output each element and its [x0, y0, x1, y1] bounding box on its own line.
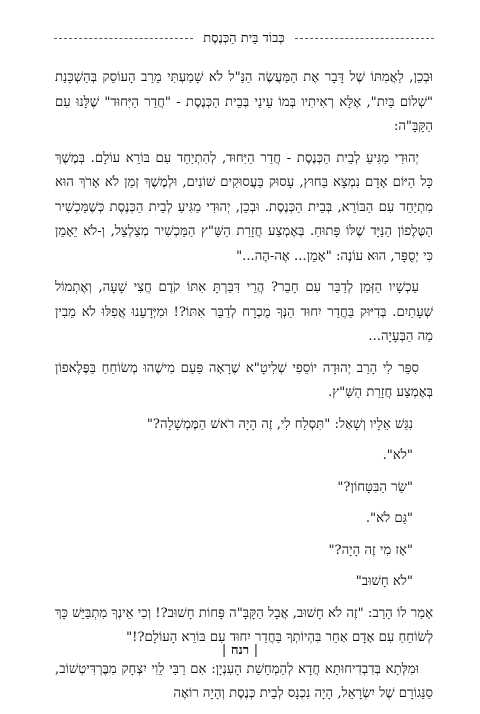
paragraph: יְהוּדִי מַגִּיעַ לְבֵית הַכְּנֶסֶת - חֲדַר הַיִּחוּד, לְהִתְיַחֵד עִם בּוֹרֵא עוֹלָם. בְּמֶשֶׁךְ כָּל הַיּוֹם אָדָם נִמְצָא בַּחוּץ, עָסוּק בַּעֲסוּקִים שׁוֹנִים, וּלְמֶשֶׁךְ זְמַן לֹא אָרֹךְ הוּא מִתְיַחֵד עִם הַבּוֹרֵא, בְּבֵית הַכְּנֶסֶת. וּבְכֵן, יְהוּדִי מַגִּיעַ לְבֵית הַכְּנֶסֶת כְּשֶׁמַּכְשִׁיר הַטֶּלֶפוֹן הַנַּיָּד שֶׁלּוֹ פָּתוּחַ. בְּאֶמְצַע חֲזָרַת הַשַּׁ"ץ הַמַּכְשִׁיר מְצַלְצֵל, וְ-לֹא יֵאָמֵן כִּי יְסֻפָּר, הוּא עוֹנֶה: "אָמֵן... אֶה-הֶה..."	[55, 150, 433, 264]
paragraph: סִפֵּר לִי הָרַב יְהוּדָה יוֹסֵפִי שְׁלִיטָ"א שֶׁרָאָה פַּעַם מִישֶׁהוּ מְשׂוֹחֵחַ בַּפֶּלֶאפוֹן בְּאֶמְצַע חֲזָרַת הַשַּׁ"ץ.	[55, 360, 433, 400]
footer-bar-left: |	[221, 643, 227, 658]
paragraph: וּמִלְּתָא בְּדִבְדִיחוּתָא חֲדָא לְהַמְחָשַׁת הָעִנְיָן: אִם רַבִּי לֵוִי יִצְחָק מִבֶּרְדִּיטְשׁוֹב, סַנֵּגוֹרָם שֶׁל יִשְׂרָאֵל, הָיָה נִכְנָס לְבֵית כְּנֶסֶת וְהָיָה רוֹאֶה	[55, 661, 433, 701]
dialogue-line: "לֹא".	[382, 448, 413, 463]
running-header-title: כְּבוֹד בֵּית הַכְּנֶסֶת	[203, 31, 285, 46]
dialogue-line: "גַּם לֹא".	[365, 511, 413, 526]
paragraph: וּבְכֵן, לַאֲמִתּוֹ שֶׁל דָּבָר אֶת הַמַּעֲשֶׂה הַנַּ"ל לֹא שָׁמַעְתִּי מֵרַב הָעוֹסֵק בְּהַשְׁכָּנַת "שְׁלוֹם בַּיִת", אֶלָּא רְאִיתִיו בְּמוֹ עֵינַי בְּבֵית הַכְּנֶסֶת - "חֲדַר הַיִּחוּד" שֶׁלָּנוּ עִם הַקָּבָּ"ה:	[55, 70, 433, 134]
dialogue-line: "לֹא חָשׁוּב"	[355, 574, 413, 589]
page-body	[55, 66, 433, 714]
header-divider-left	[54, 38, 193, 39]
dialogue-intro: נִגַּשׁ אֵלָיו וְשָׁאַל: "תִּסְלַח לִי, זֶה הָיָה רֹאשׁ הַמֶּמְשָׁלָה?"	[146, 416, 413, 432]
paragraph: עַכְשָׁיו הַזְּמַן לְדַבֵּר עִם חָבֵר? הֲרֵי דִּבַּרְתָּ אִתּוֹ קֹדֶם חֲצִי שָׁעָה, וְאֶתְמוֹל שְׁעָתַיִם. בְּדִיּוּק בַּחֲדַר יִחוּד הַנְּךָ מֻכְרָח לְדַבֵּר אִתּוֹ?! וּמִיְּדָעֵנוּ אֲפִלּוּ לֹא מֵבִין מַה הַבְּעָיָה...	[55, 280, 433, 344]
page-number: רנח	[230, 643, 250, 658]
page-footer	[0, 642, 480, 658]
running-header	[54, 30, 434, 46]
dialogue-line: "שַׂר הַבִּטָּחוֹן?"	[337, 479, 413, 495]
header-divider-right	[295, 38, 434, 39]
paragraph: אָמַר לוֹ הָרַב: "זֶה לֹא חָשׁוּב, אֲבָל הַקָּבָּ"ה פָּחוֹת חָשׁוּב?! וְכִי אֵינְךָ מִתְבַּיֵּשׁ כָּךְ לְשׂוֹחֵחַ עִם אָדָם אַחֵר בִּהְיוֹתְךָ בַּחֲדַר יִחוּד עִם בּוֹרֵא הָעוֹלָם?!"	[55, 605, 433, 645]
dialogue-line: "אָז מִי זֶה הָיָה?"	[328, 542, 413, 558]
footer-bar-right: |	[253, 643, 259, 658]
